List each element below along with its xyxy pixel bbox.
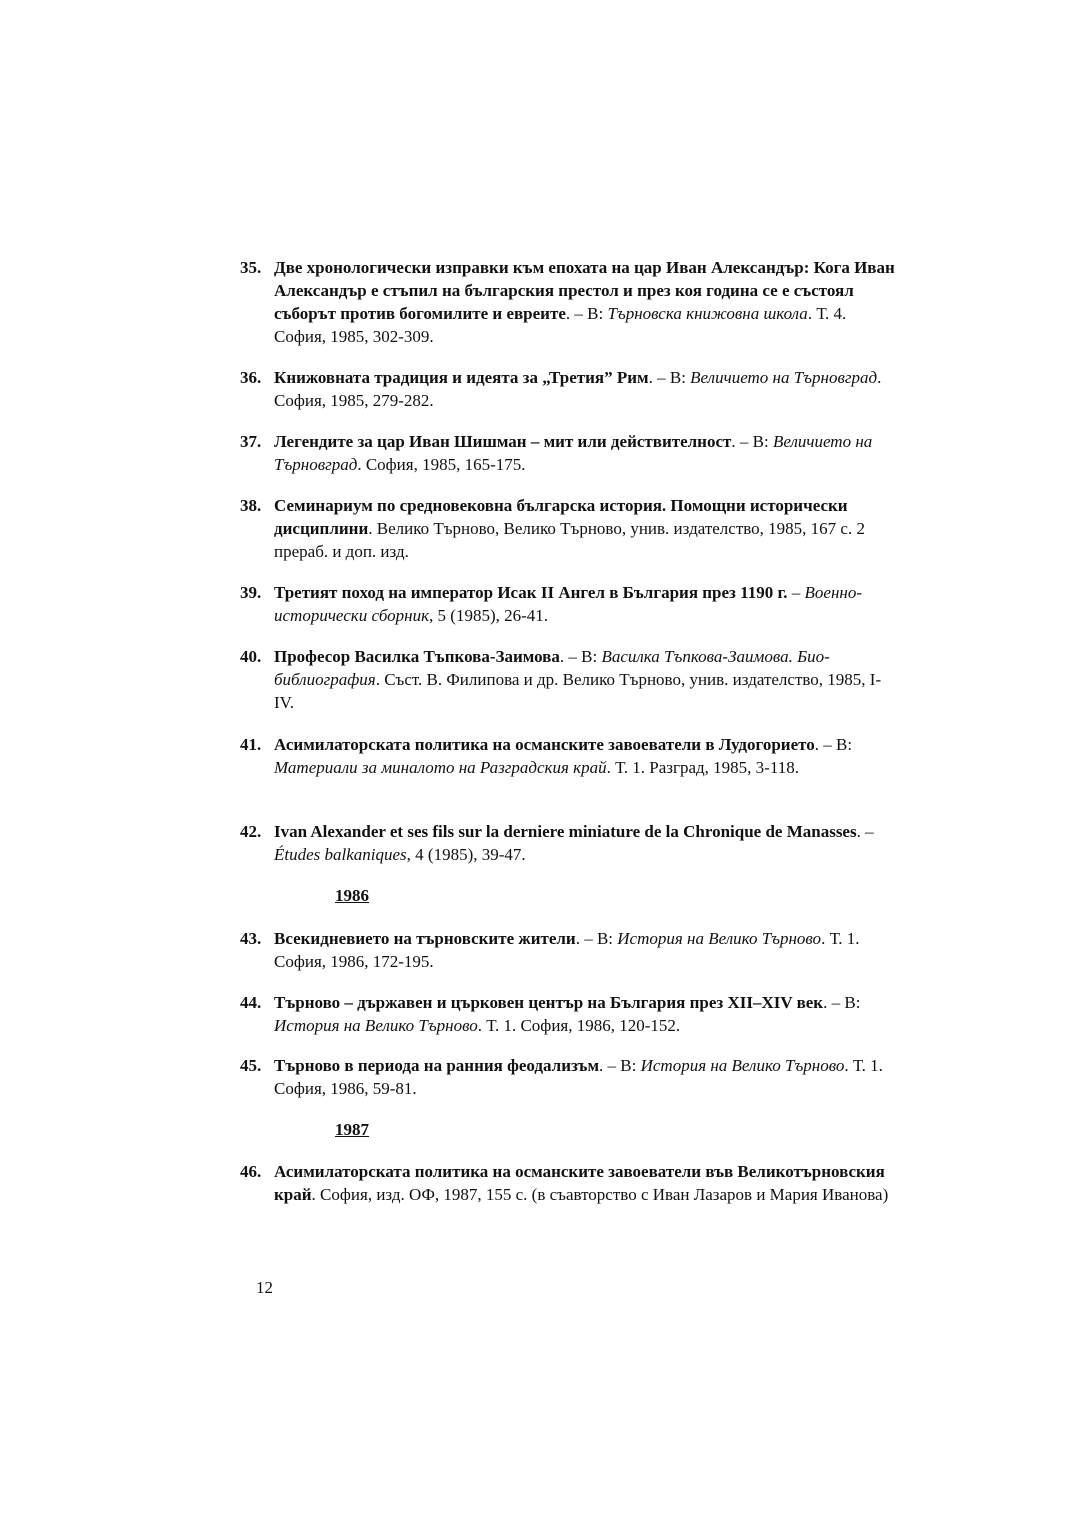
entry-separator: . Велико Търново, Велико Търново, унив. издателство, 1985, 167 с. 2 прераб. и доп. изд. (274, 519, 865, 561)
bibliography-entry-39 (240, 581, 900, 627)
entry-source: Василка Тъпкова-Заимова. Био-библиография (274, 647, 830, 689)
entry-number: 40. (240, 647, 262, 666)
entry-number: 43. (240, 929, 262, 948)
entry-number: 45. (240, 1056, 262, 1075)
entry-details: . Т. 1. София, 1986, 120-152. (477, 1016, 681, 1035)
bibliography-entry-41 (240, 733, 900, 779)
bibliography-entry-42 (240, 820, 900, 866)
bibliography-entry-35 (240, 256, 900, 348)
entry-title: Търново – държавен и църковен център на България през XII–XIV век (274, 993, 824, 1012)
bibliography-entry-36 (240, 366, 900, 412)
entry-details: . Т. 1. София, 1986, 59-81. (274, 1056, 883, 1098)
bibliography-entry-46 (240, 1160, 900, 1206)
entry-separator: . – В: (565, 304, 608, 323)
entry-separator: . – В: (648, 368, 691, 387)
entry-title: Професор Василка Тъпкова-Заимова (274, 647, 560, 666)
entry-source: Величието на Търновград (274, 432, 873, 474)
entry-number: 46. (240, 1162, 262, 1181)
bibliography-entry-38 (240, 494, 900, 563)
entry-details: , 5 (1985), 26-41. (429, 606, 549, 625)
entry-separator: . – В: (823, 993, 861, 1012)
entry-details: . Т. 1. София, 1986, 172-195. (274, 929, 860, 971)
entry-number: 42. (240, 822, 262, 841)
entry-separator: . – В: (559, 647, 602, 666)
entry-number: 39. (240, 583, 262, 602)
entry-separator: . София, изд. ОФ, 1987, 155 с. (в съавторство с Иван Лазаров и Мария Иванова) (311, 1185, 889, 1204)
entry-number: 44. (240, 993, 262, 1012)
entry-title: Ivan Alexander et ses fils sur la derniere miniature de la Chronique de Manasses (274, 822, 857, 841)
entry-details: . Съст. В. Филипова и др. Велико Търново, унив. издателство, 1985, I-IV. (274, 670, 882, 712)
entry-number: 35. (240, 258, 262, 277)
entry-source: История на Велико Търново (617, 929, 822, 948)
entry-separator: . – (856, 822, 874, 841)
entry-title: Семинариум по средновековна българска история. Помощни исторически дисциплини (274, 496, 848, 538)
entry-details: . Т. 4. София, 1985, 302-309. (274, 304, 847, 346)
entry-source: Материали за миналото на Разградския край (274, 758, 607, 777)
year-heading-1986: 1986 (335, 886, 369, 905)
entry-separator: . – В: (599, 1056, 641, 1075)
entry-title: Асимилаторската политика на османските завоеватели в Лудогорието (274, 735, 815, 754)
entry-separator: – (787, 583, 805, 602)
entry-details: , 4 (1985), 39-47. (406, 845, 526, 864)
bibliography-entry-43 (240, 927, 900, 973)
entry-details: . София, 1985, 279-282. (274, 368, 882, 410)
entry-title: Книжовната традиция и идеята за „Третия” Рим (274, 368, 649, 387)
entry-source: История на Велико Търново (274, 1016, 478, 1035)
year-heading-1987: 1987 (335, 1120, 369, 1139)
bibliography-entry-44 (240, 991, 900, 1037)
bibliography-entry-40 (240, 645, 900, 714)
entry-separator: . – В: (814, 735, 853, 754)
entry-title: Легендите за цар Иван Шишман – мит или действителност (274, 432, 732, 451)
entry-title: Асимилаторската политика на османските завоеватели във Великотърновския край (274, 1162, 885, 1204)
entry-title: Търново в периода на ранния феодализъм (274, 1056, 600, 1075)
entry-details: . София, 1985, 165-175. (357, 455, 526, 474)
page-number: 12 (256, 1278, 273, 1297)
bibliography-entry-45 (240, 1054, 900, 1100)
entry-details: . Т. 1. Разград, 1985, 3-118. (606, 758, 799, 777)
entry-title: Всекидневието на търновските жители (274, 929, 576, 948)
entry-source: Études balkaniques (274, 845, 407, 864)
entry-title: Две хронологически изправки към епохата на цар Иван Александър: Кога Иван Александър е стъпил на българския престол и през коя година се е състоял съборът против богомилите и евреите (274, 258, 895, 323)
entry-source: Военно-исторически сборник (274, 583, 862, 625)
entry-number: 37. (240, 432, 262, 451)
entry-number: 38. (240, 496, 262, 515)
entry-number: 41. (240, 735, 262, 754)
entry-separator: . – В: (575, 929, 618, 948)
entry-source: Търновска книжовна школа (607, 304, 808, 323)
entry-title: Третият поход на император Исак II Ангел в България през 1190 г. (274, 583, 788, 602)
entry-separator: . – В: (731, 432, 773, 451)
entry-source: Величието на Търновград (690, 368, 878, 387)
entry-number: 36. (240, 368, 262, 387)
bibliography-entry-37 (240, 430, 900, 476)
entry-source: История на Велико Търново (640, 1056, 845, 1075)
